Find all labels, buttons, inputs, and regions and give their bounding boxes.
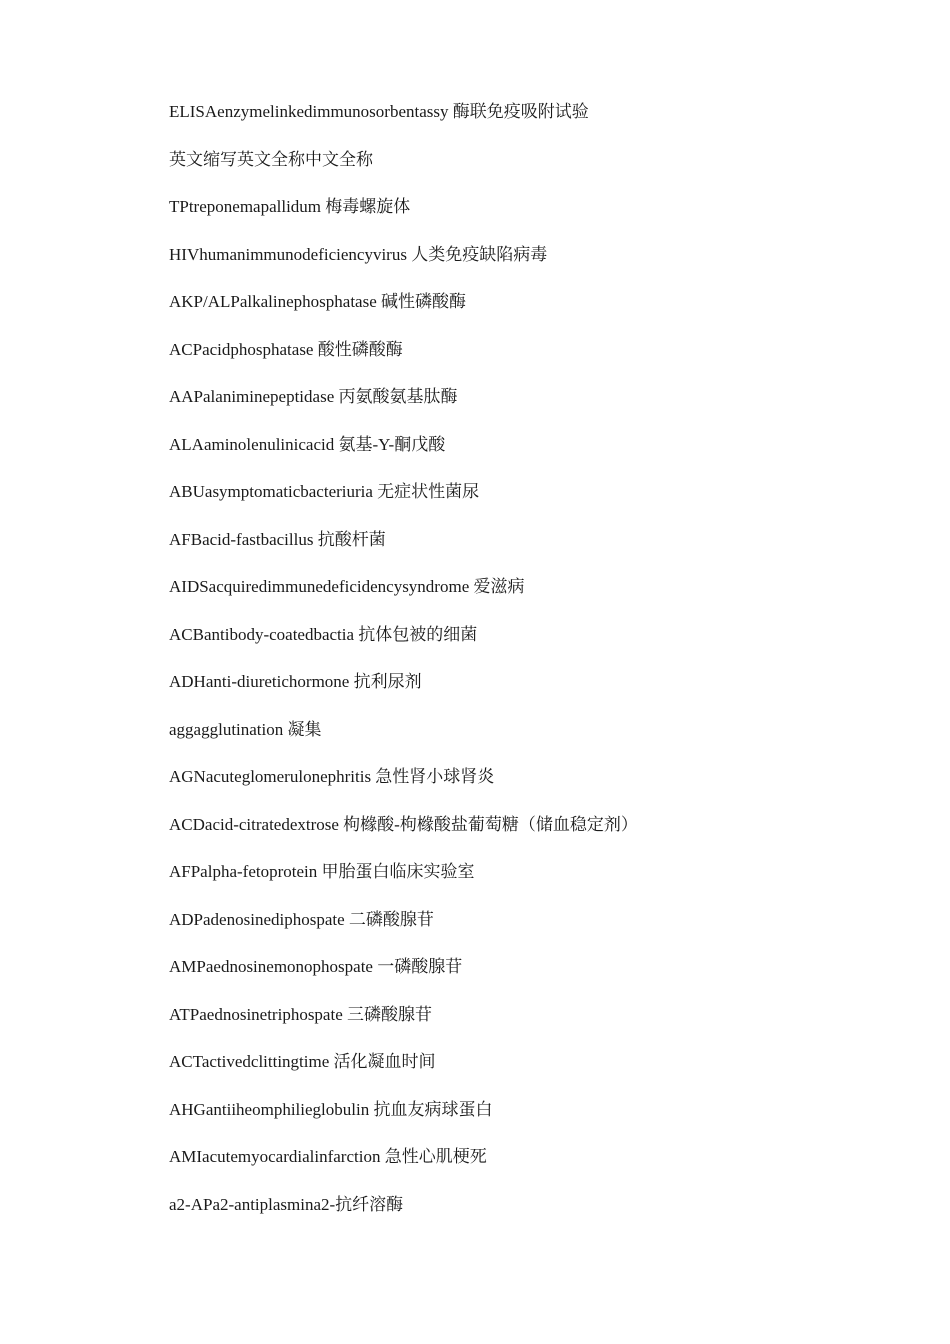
text-line: ADHanti-diuretichormone 抗利尿剂 <box>169 672 422 691</box>
text-line: TPtreponemapallidum 梅毒螺旋体 <box>169 197 411 216</box>
text-line: aggagglutination 凝集 <box>169 719 322 739</box>
text-line: ACPacidphosphatase 酸性磷酸酶 <box>169 339 403 359</box>
text-line: ACDacid-citratedextrose 枸橼酸-枸橼酸盐葡萄糖（储血稳定剂） <box>169 814 638 834</box>
text-line: AKP/ALPalkalinephosphatase 碱性磷酸酶 <box>169 292 466 311</box>
text-line: ADPadenosinediphospate 二磷酸腺苷 <box>169 909 434 929</box>
text-line: AFPalpha-fetoprotein 甲胎蛋白临床实验室 <box>169 862 475 881</box>
text-line: AMPaednosinemonophospate 一磷酸腺苷 <box>169 957 463 976</box>
text-line: a2-APa2-antiplasmina2-抗纤溶酶 <box>169 1194 404 1214</box>
abbreviation-list <box>169 99 909 1239</box>
text-line: ABUasymptomaticbacteriuria 无症状性菌尿 <box>169 482 480 501</box>
text-line: 英文缩写英文全称中文全称 <box>169 149 373 169</box>
text-line: AGNacuteglomerulonephritis 急性肾小球肾炎 <box>169 767 495 786</box>
text-line: AIDSacquiredimmunedeficidencysyndrome 爱滋病 <box>169 577 525 596</box>
text-line: AFBacid-fastbacillus 抗酸杆菌 <box>169 529 386 549</box>
text-line: ATPaednosinetriphospate 三磷酸腺苷 <box>169 1004 432 1024</box>
text-line: AAPalaniminepeptidase 丙氨酸氨基肽酶 <box>169 387 458 406</box>
text-line: ALAaminolenulinicacid 氨基-Y-酮戊酸 <box>169 434 446 454</box>
text-line: AHGantiiheomphilieglobulin 抗血友病球蛋白 <box>169 1099 493 1119</box>
text-line: AMIacutemyocardialinfarction 急性心肌梗死 <box>169 1147 487 1166</box>
text-line: ACBantibody-coatedbactia 抗体包被的细菌 <box>169 624 478 644</box>
text-line: HIVhumanimmunodeficiencyvirus 人类免疫缺陷病毒 <box>169 244 548 264</box>
text-line: ACTactivedclittingtime 活化凝血时间 <box>169 1052 436 1071</box>
text-line: ELISAenzymelinkedimmunosorbentassy 酶联免疫吸附试验 <box>169 102 589 121</box>
